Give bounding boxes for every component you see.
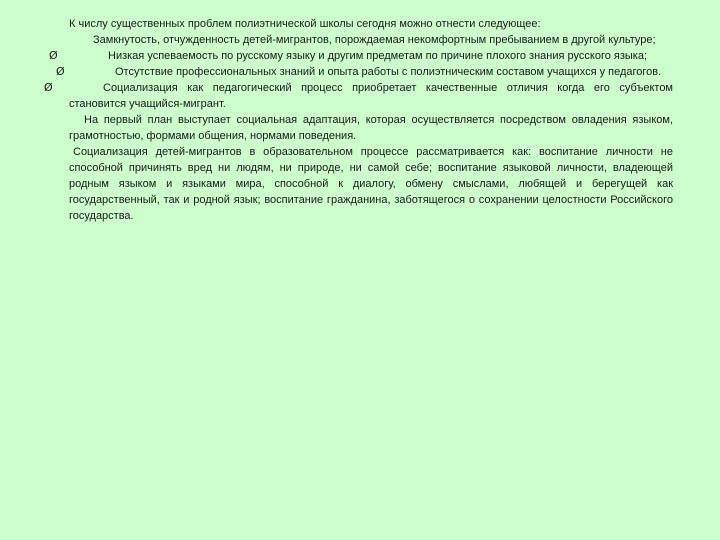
paragraph-text: Отсутствие профессиональных знаний и опыта работы с полиэтническим составом учащихся у педагогов.	[115, 66, 662, 78]
problem-item-teacher-knowledge	[56, 64, 673, 80]
paragraph-text: Социализация детей-мигрантов в образовательном процессе рассматривается как: воспитание личности не способной причинять вред ни людям, ни природе, ни самой себе; воспитание языковой личности, владеющей родным языком и языками мира, способной к диалогу, обмену смыслами, любящей и берегущей как государственный, так и родной язык; воспитание гражданина, заботящегося о сохранении целостности Российского государства.	[69, 146, 673, 222]
paragraph-text: Замкнутость, отчужденность детей-мигрантов, порождаемая некомфортным пребыванием в другой культуре;	[93, 34, 656, 46]
slide-body	[44, 16, 673, 224]
problem-item-socialization	[44, 80, 673, 112]
paragraph-text: Социализация как педагогический процесс приобретает качественные отличия когда его субъектом становится учащийся-мигрант.	[69, 82, 673, 110]
adaptation-paragraph	[69, 112, 673, 144]
socialization-goals-paragraph	[69, 144, 673, 224]
intro-paragraph	[69, 16, 673, 32]
arrowhead-bullet-icon: Ø	[44, 81, 53, 94]
problem-item-low-performance	[49, 48, 673, 64]
paragraph-text: Низкая успеваемость по русскому языку и другим предметам по причине плохого знания русского языка;	[108, 50, 648, 62]
problem-item-isolation	[69, 32, 673, 48]
paragraph-text: К числу существенных проблем полиэтнической школы сегодня можно отнести следующее:	[69, 18, 541, 30]
arrowhead-bullet-icon: Ø	[49, 49, 58, 62]
paragraph-text: На первый план выступает социальная адаптация, которая осуществляется посредством овладения языком, грамотностью, формами общения, нормами поведения.	[69, 114, 673, 142]
arrowhead-bullet-icon: Ø	[56, 65, 65, 78]
